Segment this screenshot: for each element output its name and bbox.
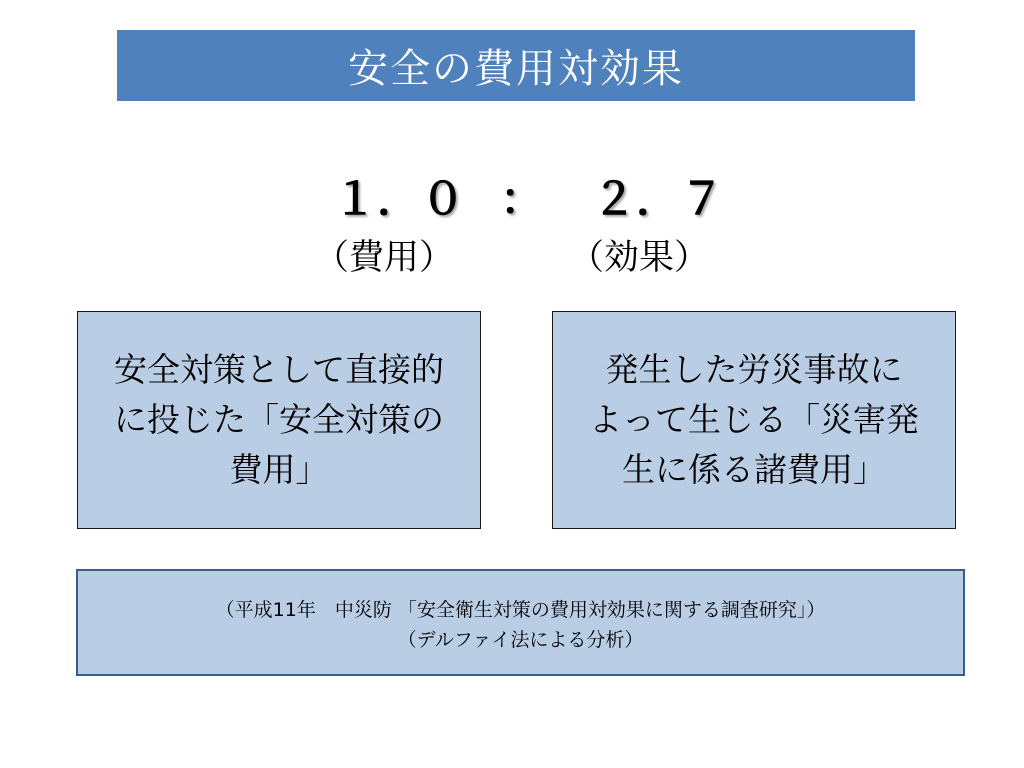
benefit-ratio-value: ２．７	[592, 174, 724, 225]
source-citation: （平成11年 中災防 「安全衛生対策の費用対効果に関する調査研究」）	[215, 599, 826, 621]
benefit-label: （効果）	[569, 238, 710, 278]
cost-label: （費用）	[314, 238, 455, 278]
ratio-row	[0, 163, 1024, 225]
cost-description-box	[77, 311, 481, 529]
benefit-description-box	[552, 311, 956, 529]
cost-description-text: 安全対策として直接的 に投じた「安全対策の 費用」	[114, 350, 444, 489]
ratio-separator: ：	[500, 174, 544, 225]
cost-ratio-value: １．０	[333, 174, 465, 225]
source-note-box	[76, 569, 965, 676]
slide-title: 安全の費用対効果	[348, 46, 684, 92]
source-method: （デルファイ法による分析）	[397, 629, 644, 651]
title-bar	[117, 30, 915, 101]
benefit-description-text: 発生した労災事故に よって生じる「災害発 生に係る諸費用」	[589, 350, 919, 489]
label-row	[0, 230, 1024, 280]
